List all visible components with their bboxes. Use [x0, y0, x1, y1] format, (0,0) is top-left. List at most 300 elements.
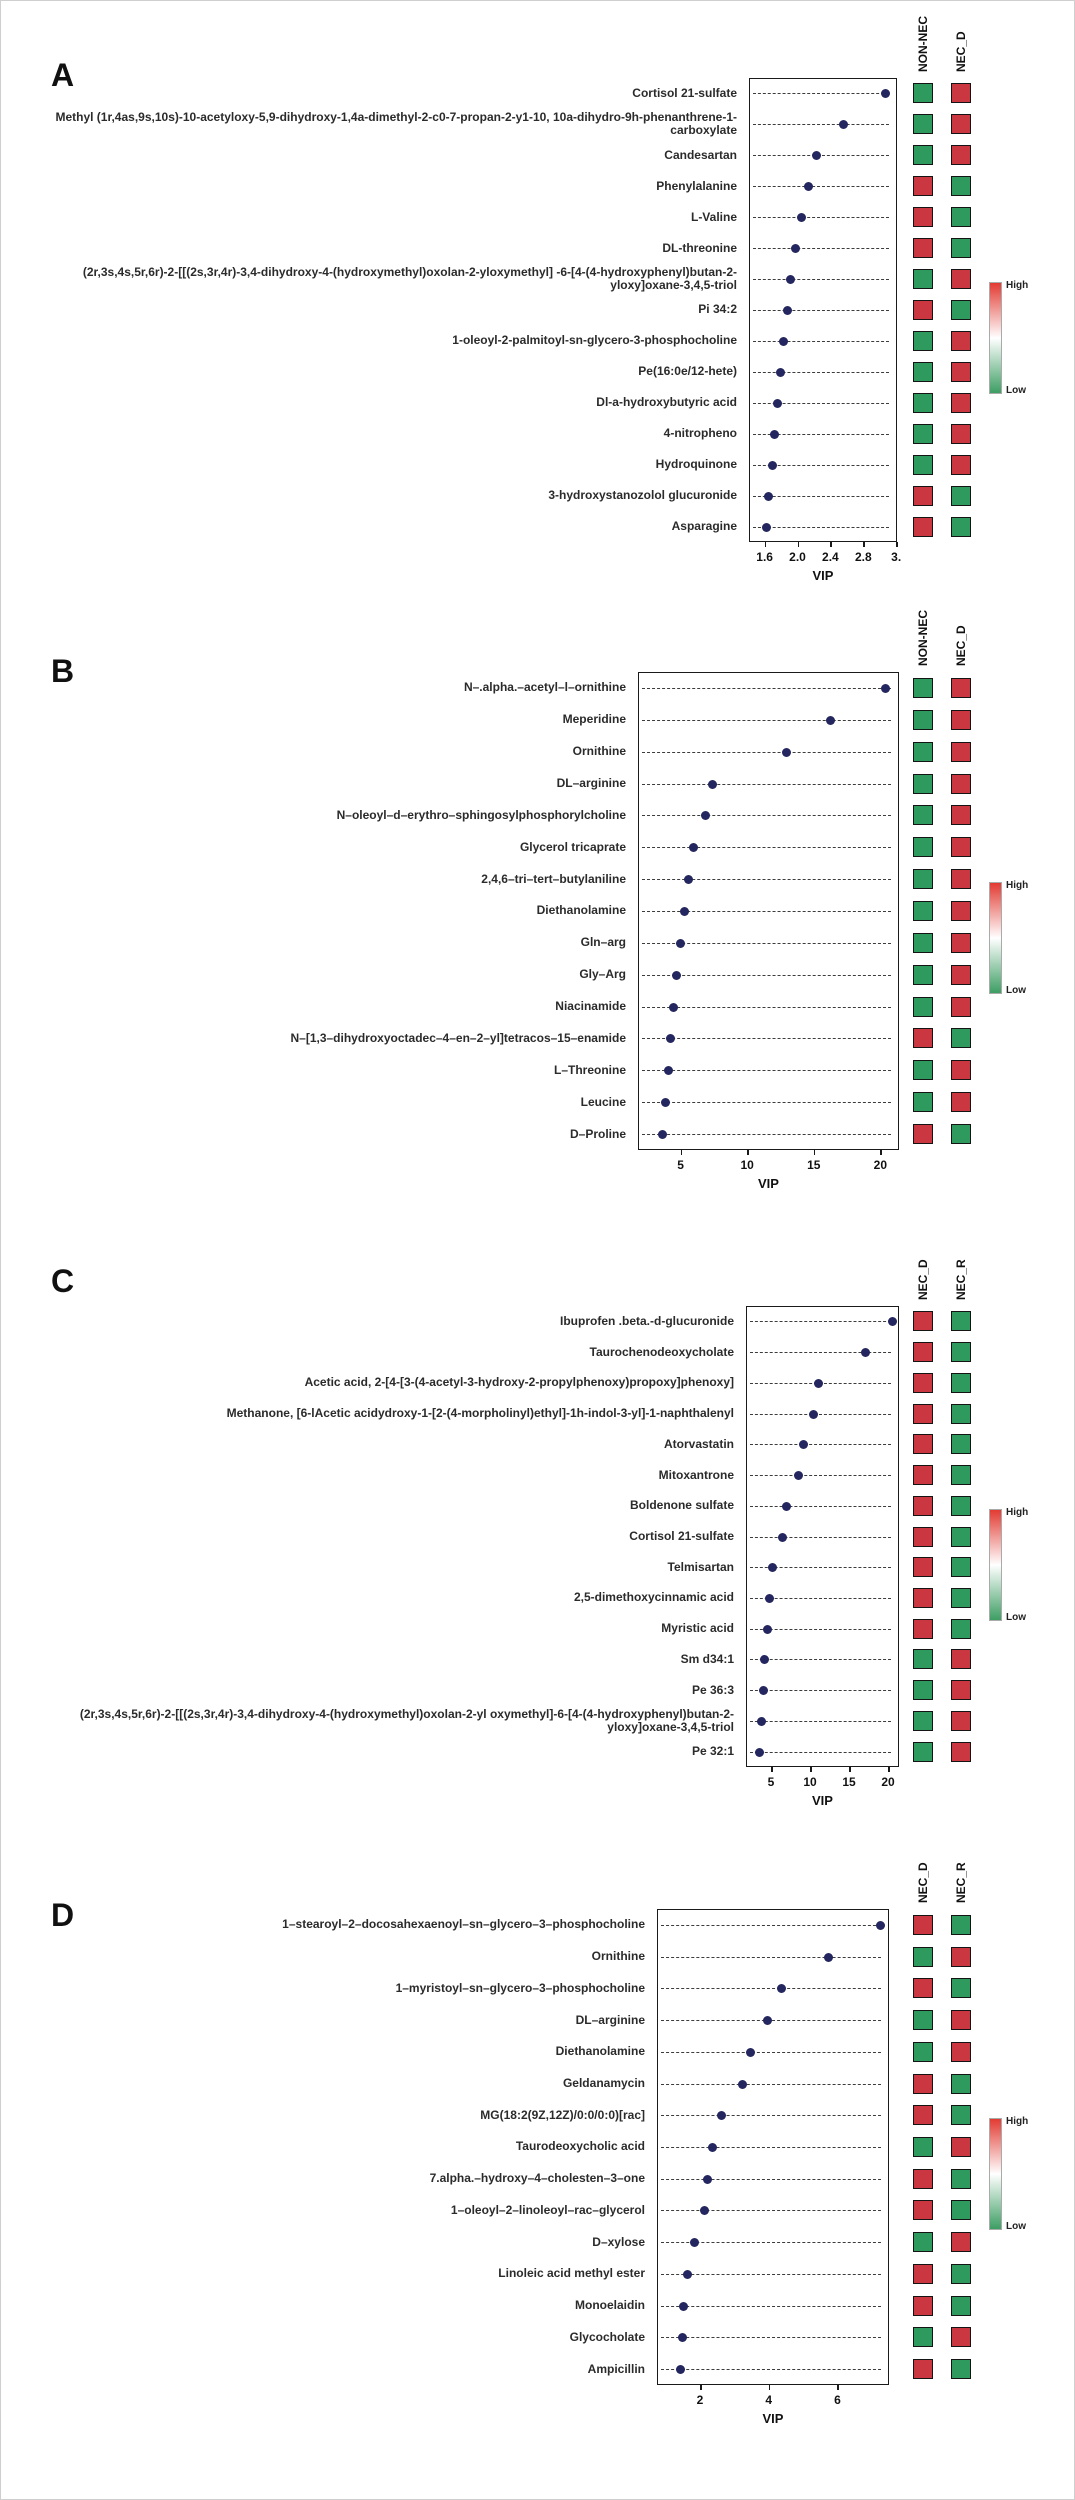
vip-dot	[676, 939, 685, 948]
heat-cell	[913, 517, 933, 537]
vip-dot	[809, 1410, 818, 1419]
x-tick-label: 5	[677, 1158, 684, 1172]
heat-cell	[951, 2042, 971, 2062]
vip-dot	[679, 2302, 688, 2311]
panel-a	[1, 16, 1074, 636]
heat-cell	[913, 1373, 933, 1393]
heat-cell	[951, 1496, 971, 1516]
vip-dot	[824, 1953, 833, 1962]
x-tick-mark	[700, 2385, 702, 2390]
vip-dot	[703, 2175, 712, 2184]
heat-cell	[951, 869, 971, 889]
vip-dash-line	[753, 248, 889, 249]
x-tick-label: 2	[696, 2393, 704, 2407]
vip-dash-line	[642, 1038, 891, 1039]
category-label: Myristic acid	[661, 1621, 734, 1636]
category-label: Linoleic acid methyl ester	[498, 2266, 645, 2281]
category-label: Diethanolamine	[555, 2044, 645, 2059]
vip-dot	[666, 1034, 675, 1043]
heat-cell	[951, 805, 971, 825]
heat-cell	[913, 1947, 933, 1967]
vip-dash-line	[642, 815, 891, 816]
category-label: DL–arginine	[556, 776, 626, 791]
heat-cell	[913, 1742, 933, 1762]
vip-dash-line	[661, 2179, 881, 2180]
vip-dot	[664, 1066, 673, 1075]
category-label: 2,5-dimethoxycinnamic acid	[573, 1590, 734, 1605]
x-tick-label: 15	[842, 1775, 856, 1789]
heat-cell	[951, 517, 971, 537]
heat-cell	[951, 2137, 971, 2157]
heat-cell	[913, 837, 933, 857]
vip-dot	[762, 523, 771, 532]
vip-dot	[794, 1471, 803, 1480]
vip-dot	[669, 1003, 678, 1012]
heat-cell	[951, 331, 971, 351]
vip-dash-line	[753, 124, 889, 125]
vip-dot	[776, 368, 785, 377]
vip-dot	[759, 1686, 768, 1695]
heat-cell	[913, 331, 933, 351]
category-label: L-Valine	[690, 209, 737, 224]
heat-cell	[913, 1028, 933, 1048]
category-label: Glycerol tricaprate	[519, 839, 626, 854]
vip-dash-line	[642, 784, 891, 785]
x-tick-label: 10	[740, 1158, 754, 1172]
x-tick-label: 1.6	[756, 550, 773, 564]
vip-dot	[826, 716, 835, 725]
heat-cell	[951, 1124, 971, 1144]
heat-cell	[913, 2359, 933, 2379]
heat-cell	[951, 1742, 971, 1762]
heat-cell	[913, 2169, 933, 2189]
plot-box	[746, 1306, 899, 1767]
vip-dash-line	[753, 93, 889, 94]
vip-dash-line	[661, 2084, 881, 2085]
vip-dash-line	[642, 879, 891, 880]
x-tick-label: 10	[803, 1775, 817, 1789]
x-axis-title: VIP	[812, 1793, 833, 1808]
vip-dash-line	[661, 1988, 881, 1989]
vip-dash-line	[642, 1007, 891, 1008]
heat-cell	[913, 1649, 933, 1669]
heat-column-header: NEC_D	[916, 1862, 930, 1903]
category-label: Acetic acid, 2-[4-[3-(4-acetyl-3-hydroxy-2-propylphenoxy)propoxy]phenoxy]	[304, 1375, 734, 1390]
vip-dot	[661, 1098, 670, 1107]
vip-dot	[783, 306, 792, 315]
vip-dot	[768, 461, 777, 470]
category-label: N–[1,3–dihydroxyoctadec–4–en–2–yl]tetracos–15–enamide	[290, 1030, 626, 1045]
vip-dot	[680, 907, 689, 916]
heat-cell	[913, 362, 933, 382]
heat-cell	[913, 1342, 933, 1362]
heat-cell	[951, 269, 971, 289]
category-label: Dl-a-hydroxybutyric acid	[596, 395, 737, 410]
category-label: Meperidine	[562, 712, 626, 727]
category-label: 2,4,6–tri–tert–butylaniline	[481, 871, 626, 886]
x-tick-label: 5	[767, 1775, 775, 1789]
plot-box	[749, 78, 897, 542]
vip-dot	[888, 1317, 897, 1326]
vip-dot	[764, 492, 773, 501]
category-label: Pi 34:2	[698, 302, 737, 317]
heat-cell	[913, 114, 933, 134]
category-label: Asparagine	[671, 519, 737, 534]
vip-dot	[768, 1563, 777, 1572]
vip-dash-line	[661, 2337, 881, 2338]
vip-dash-line	[661, 2052, 881, 2053]
category-label: Pe 36:3	[691, 1682, 734, 1697]
heat-cell	[913, 2200, 933, 2220]
x-tick-mark	[681, 1150, 683, 1155]
category-label: Taurodeoxycholic acid	[515, 2139, 645, 2154]
heat-cell	[951, 742, 971, 762]
heat-cell	[913, 1557, 933, 1577]
category-label: Gln–arg	[580, 935, 626, 950]
heat-cell	[951, 1311, 971, 1331]
x-tick-mark	[896, 542, 898, 547]
panel-letter: B	[51, 653, 75, 689]
category-label: Cortisol 21-sulfate	[632, 85, 737, 100]
heat-cell	[951, 678, 971, 698]
heat-cell	[913, 1619, 933, 1639]
vip-dot	[738, 2080, 747, 2089]
x-tick-mark	[769, 2385, 771, 2390]
heat-cell	[951, 1588, 971, 1608]
x-tick-mark	[880, 1150, 882, 1155]
heat-cell	[951, 2327, 971, 2347]
heat-cell	[913, 1404, 933, 1424]
heat-cell	[913, 1711, 933, 1731]
heat-cell	[913, 2296, 933, 2316]
panel-letter: C	[51, 1263, 75, 1299]
legend-low-label: Low	[1006, 2221, 1026, 2233]
vip-dot	[708, 780, 717, 789]
vip-dash-line	[642, 847, 891, 848]
category-label: Ornithine	[591, 1949, 645, 1964]
heat-cell	[951, 1711, 971, 1731]
category-label: 4-nitropheno	[663, 426, 737, 441]
heat-cell	[951, 2010, 971, 2030]
vip-dot	[760, 1655, 769, 1664]
heat-cell	[913, 901, 933, 921]
vip-dash-line	[661, 2115, 881, 2116]
vip-dot	[778, 1533, 787, 1542]
x-tick-label: 6	[834, 2393, 841, 2407]
heat-cell	[913, 933, 933, 953]
heat-cell	[951, 1680, 971, 1700]
vip-dash-line	[753, 496, 889, 497]
heat-cell	[913, 869, 933, 889]
vip-dash-line	[753, 341, 889, 342]
heat-cell	[913, 1124, 933, 1144]
vip-dot	[717, 2111, 726, 2120]
category-label: (2r,3s,4s,5r,6r)-2-[[(2s,3r,4r)-3,4-dihydroxy-4-(hydroxymethyl)oxolan-2-yl oxymethyl]-6-[4-(4-hydroxyphenyl)butan-2-yloxy]oxane-3,4,5-triol	[79, 1706, 734, 1734]
vip-dot	[690, 2238, 699, 2247]
heat-cell	[951, 1404, 971, 1424]
heat-cell	[913, 424, 933, 444]
x-tick-mark	[837, 2385, 839, 2390]
category-label: Sm d34:1	[680, 1651, 734, 1666]
vip-dot	[658, 1130, 667, 1139]
heat-cell	[913, 2010, 933, 2030]
vip-dash-line	[753, 186, 889, 187]
vip-dot	[763, 2016, 772, 2025]
vip-dot	[700, 2206, 709, 2215]
vip-dash-line	[642, 1102, 891, 1103]
heat-cell	[913, 145, 933, 165]
heat-cell	[913, 2137, 933, 2157]
heat-cell	[913, 2105, 933, 2125]
vip-dash-line	[642, 720, 891, 721]
category-label: Ampicillin	[587, 2361, 645, 2376]
heat-column-header: NEC_R	[954, 1862, 968, 1903]
panel-c	[1, 1241, 1074, 1856]
heat-cell	[951, 2264, 971, 2284]
color-legend	[989, 880, 1059, 997]
legend-gradient-bar	[989, 2118, 1002, 2230]
heat-column-header: NEC_D	[954, 31, 968, 72]
heat-cell	[951, 1342, 971, 1362]
vip-dash-line	[661, 2210, 881, 2211]
vip-dot	[701, 811, 710, 820]
heat-cell	[951, 1649, 971, 1669]
plot-box	[638, 672, 899, 1150]
category-label: Hydroquinone	[655, 457, 737, 472]
category-label: Gly–Arg	[579, 967, 626, 982]
category-label: (2r,3s,4s,5r,6r)-2-[[(2s,3r,4r)-3,4-dihydroxy-4-(hydroxymethyl)oxolan-2-yloxymethyl] -6-[4-(4-hydroxyphenyl)butan-2-yloxy]oxane-3,4,5-triol	[82, 265, 737, 293]
vip-dash-line	[753, 217, 889, 218]
heat-cell	[951, 2074, 971, 2094]
heat-cell	[951, 933, 971, 953]
category-label: DL–arginine	[575, 2012, 645, 2027]
heat-cell	[913, 83, 933, 103]
vip-dot	[804, 182, 813, 191]
vip-dot	[755, 1748, 764, 1757]
heat-cell	[951, 1373, 971, 1393]
heat-cell	[913, 238, 933, 258]
x-tick-mark	[888, 1767, 890, 1772]
category-label: Glycocholate	[569, 2329, 645, 2344]
vip-dash-line	[661, 2369, 881, 2370]
category-label: Leucine	[580, 1094, 626, 1109]
heat-cell	[951, 1465, 971, 1485]
heat-cell	[913, 176, 933, 196]
vip-dot	[683, 2270, 692, 2279]
heat-cell	[913, 742, 933, 762]
vip-dash-line	[750, 1537, 891, 1538]
category-label: D–xylose	[592, 2234, 645, 2249]
vip-dash-line	[642, 1134, 891, 1135]
vip-dot	[791, 244, 800, 253]
heat-cell	[951, 997, 971, 1017]
heat-cell	[951, 1434, 971, 1454]
vip-dash-line	[750, 1475, 891, 1476]
heat-cell	[951, 1527, 971, 1547]
x-tick-mark	[765, 542, 767, 547]
vip-dash-line	[750, 1659, 891, 1660]
x-tick-mark	[771, 1767, 773, 1772]
heat-cell	[913, 1588, 933, 1608]
category-label: 7.alpha.–hydroxy–4–cholesten–3–one	[429, 2171, 645, 2186]
vip-dash-line	[750, 1721, 891, 1722]
x-axis-title: VIP	[812, 568, 834, 583]
vip-dot	[777, 1984, 786, 1993]
heat-cell	[913, 1092, 933, 1112]
heat-cell	[951, 2105, 971, 2125]
category-label: Pe(16:0e/12-hete)	[638, 364, 737, 379]
x-tick-mark	[798, 542, 800, 547]
vip-dash-line	[753, 279, 889, 280]
heat-cell	[951, 300, 971, 320]
heat-cell	[913, 774, 933, 794]
vip-dash-line	[642, 1070, 891, 1071]
category-label: Atorvastatin	[663, 1436, 734, 1451]
heat-cell	[951, 1978, 971, 1998]
category-label: Cortisol 21-sulfate	[629, 1528, 734, 1543]
vip-dot	[746, 2048, 755, 2057]
heat-cell	[951, 2359, 971, 2379]
heat-cell	[913, 1060, 933, 1080]
vip-dot	[881, 89, 890, 98]
vip-dot	[678, 2333, 687, 2342]
heat-cell	[951, 2296, 971, 2316]
vip-dash-line	[642, 688, 891, 689]
vip-dash-line	[750, 1414, 891, 1415]
vip-dash-line	[753, 310, 889, 311]
color-legend	[989, 1506, 1059, 1623]
vip-dash-line	[753, 372, 889, 373]
heat-cell	[951, 238, 971, 258]
heat-cell	[913, 455, 933, 475]
vip-dot	[763, 1625, 772, 1634]
heat-cell	[951, 1557, 971, 1577]
panel-d	[1, 1862, 1074, 2491]
heat-cell	[951, 1028, 971, 1048]
vip-dot	[773, 399, 782, 408]
category-label: Mitoxantrone	[658, 1467, 734, 1482]
category-label: 1–oleoyl–2–linoleoyl–rac–glycerol	[450, 2202, 645, 2217]
plot-box	[657, 1909, 889, 2385]
vip-dot	[765, 1594, 774, 1603]
heat-cell	[913, 1680, 933, 1700]
legend-high-label: High	[1006, 1506, 1029, 1518]
heat-column-header: NEC_R	[954, 1259, 968, 1300]
x-tick-label: 2.4	[822, 550, 839, 564]
vip-dot	[839, 120, 848, 129]
category-label: 3-hydroxystanozolol glucuronide	[548, 488, 737, 503]
heat-cell	[913, 1465, 933, 1485]
category-label: Pe 32:1	[691, 1744, 734, 1759]
legend-gradient-bar	[989, 282, 1002, 394]
heat-cell	[913, 393, 933, 413]
category-label: Ibuprofen .beta.-d-glucuronide	[560, 1313, 734, 1328]
heat-cell	[951, 2232, 971, 2252]
heat-column-header: NEC_D	[954, 625, 968, 666]
legend-gradient-bar	[989, 882, 1002, 994]
heat-cell	[913, 997, 933, 1017]
vip-dot	[881, 684, 890, 693]
heat-cell	[913, 2327, 933, 2347]
heat-cell	[951, 901, 971, 921]
heat-cell	[951, 965, 971, 985]
category-label: Methyl (1r,4as,9s,10s)-10-acetyloxy-5,9-dihydroxy-1,4a-dimethyl-2-c0-7-propan-2-y1-10, 10a-dihydro-9h-phenanthrene-1-carboxylate	[55, 110, 737, 138]
vip-dot	[797, 213, 806, 222]
heat-cell	[913, 2042, 933, 2062]
vip-dash-line	[661, 2274, 881, 2275]
heat-cell	[951, 2200, 971, 2220]
heat-cell	[913, 486, 933, 506]
panel-letter: D	[51, 1897, 75, 1933]
vip-dot	[672, 971, 681, 980]
category-label: DL-threonine	[662, 240, 737, 255]
vip-dash-line	[661, 1957, 881, 1958]
heat-cell	[913, 1434, 933, 1454]
category-label: N–oleoyl–d–erythro–sphingosylphosphorylcholine	[336, 807, 626, 822]
vip-dot	[782, 748, 791, 757]
vip-dash-line	[750, 1506, 891, 1507]
heat-cell	[951, 2169, 971, 2189]
category-label: Taurochenodeoxycholate	[589, 1344, 734, 1359]
color-legend	[989, 280, 1059, 397]
x-tick-mark	[863, 542, 865, 547]
x-tick-mark	[830, 542, 832, 547]
category-label: Boldenone sulfate	[629, 1498, 734, 1513]
vip-dash-line	[642, 752, 891, 753]
heat-cell	[951, 1947, 971, 1967]
heat-column-header: NON-NEC	[916, 16, 930, 72]
vip-dot	[689, 843, 698, 852]
category-label: Candesartan	[664, 147, 737, 162]
heat-cell	[951, 837, 971, 857]
heat-cell	[913, 1978, 933, 1998]
category-label: Ornithine	[572, 744, 626, 759]
x-tick-mark	[814, 1150, 816, 1155]
heat-cell	[913, 678, 933, 698]
x-tick-label: 20	[873, 1158, 888, 1172]
vip-dot	[779, 337, 788, 346]
x-tick-mark	[810, 1767, 812, 1772]
heat-cell	[913, 710, 933, 730]
legend-high-label: High	[1006, 280, 1029, 292]
vip-dot	[684, 875, 693, 884]
vip-dot	[799, 1440, 808, 1449]
category-label: Methanone, [6-lAcetic acidydroxy-1-[2-(4-morpholinyl)ethyl]-1h-indol-3-yl]-1-naphthalenyl	[226, 1406, 734, 1421]
heat-cell	[951, 145, 971, 165]
category-label: D–Proline	[569, 1126, 626, 1141]
legend-gradient-bar	[989, 1509, 1002, 1621]
vip-dash-line	[661, 2306, 881, 2307]
vip-dot	[876, 1921, 885, 1930]
x-tick-mark	[849, 1767, 851, 1772]
heat-cell	[951, 455, 971, 475]
heat-cell	[951, 393, 971, 413]
color-legend	[989, 2116, 1059, 2233]
heat-cell	[951, 83, 971, 103]
heat-cell	[913, 207, 933, 227]
heat-cell	[951, 176, 971, 196]
legend-high-label: High	[1006, 2116, 1029, 2128]
category-label: Monoelaidin	[575, 2298, 645, 2313]
heat-cell	[913, 2074, 933, 2094]
x-tick-label: 3.	[891, 550, 902, 564]
x-tick-mark	[747, 1150, 749, 1155]
vip-dot	[814, 1379, 823, 1388]
vip-dash-line	[661, 2147, 881, 2148]
vip-dash-line	[661, 1925, 881, 1926]
heat-cell	[951, 774, 971, 794]
legend-low-label: Low	[1006, 1611, 1026, 1623]
